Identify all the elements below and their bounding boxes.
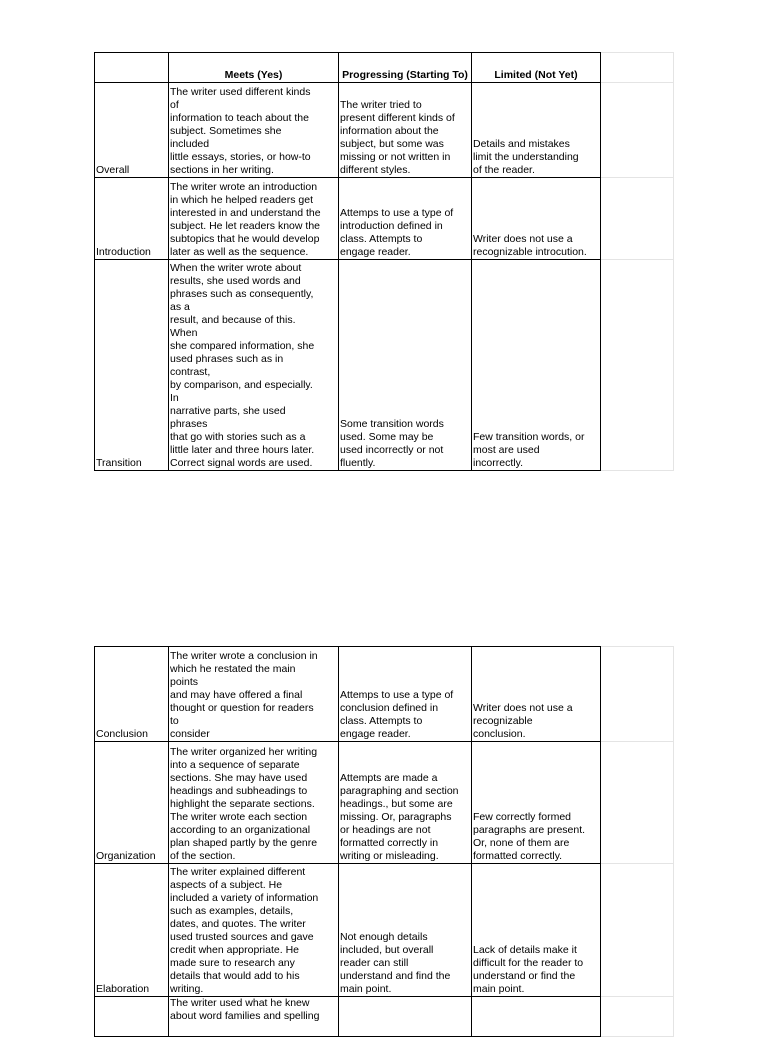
table-row xyxy=(95,742,674,864)
meets-cell: The writer wrote an introduction in which he helped readers get interested in and understand the subject. He let readers know the subtopics that he would develop later as well as the sequence. xyxy=(169,178,339,260)
table-row xyxy=(95,260,674,471)
meets-cell: The writer explained different aspects of a subject. He included a variety of information such as examples, details, dates, and quotes. The writer used trusted sources and gave credit when appropriate. He made sure to research any details that would add to his writing. xyxy=(169,864,339,997)
progressing-cell xyxy=(339,997,472,1037)
empty-column-cell xyxy=(601,997,674,1037)
criterion-cell xyxy=(95,997,169,1037)
table-row xyxy=(95,647,674,742)
empty-column-cell xyxy=(601,864,674,997)
limited-cell: Few transition words, or most are used incorrectly. xyxy=(472,260,601,471)
limited-cell: Details and mistakes limit the understanding of the reader. xyxy=(472,83,601,178)
meets-cell: The writer used different kinds of information to teach about the subject. Sometimes she included little essays, stories, or how-to sections in her writing. xyxy=(169,83,339,178)
criterion-cell: Overall xyxy=(95,83,169,178)
criterion-cell: Introduction xyxy=(95,178,169,260)
progressing-cell: Some transition words used. Some may be used incorrectly or not fluently. xyxy=(339,260,472,471)
criterion-cell: Conclusion xyxy=(95,647,169,742)
header-criterion xyxy=(95,53,169,83)
rubric-table-top xyxy=(94,52,674,471)
header-limited: Limited (Not Yet) xyxy=(472,53,601,83)
progressing-cell: The writer tried to present different kinds of information about the subject, but some was missing or not written in different styles. xyxy=(339,83,472,178)
table-row xyxy=(95,83,674,178)
header-progressing: Progressing (Starting To) xyxy=(339,53,472,83)
limited-cell: Lack of details make it difficult for the reader to understand or find the main point. xyxy=(472,864,601,997)
header-row xyxy=(95,53,674,83)
limited-cell xyxy=(472,997,601,1037)
limited-cell: Few correctly formed paragraphs are present. Or, none of them are formatted correctly. xyxy=(472,742,601,864)
criterion-cell: Transition xyxy=(95,260,169,471)
table-row xyxy=(95,864,674,997)
meets-cell: The writer wrote a conclusion in which he restated the main points and may have offered a final thought or question for readers to consider xyxy=(169,647,339,742)
empty-column-cell xyxy=(601,53,674,83)
meets-cell: The writer organized her writing into a sequence of separate sections. She may have used headings and subheadings to highlight the separate sections. The writer wrote each section according to an organizational plan shaped partly by the genre of the section. xyxy=(169,742,339,864)
header-meets: Meets (Yes) xyxy=(169,53,339,83)
empty-column-cell xyxy=(601,178,674,260)
progressing-cell: Not enough details included, but overall reader can still understand and find the main point. xyxy=(339,864,472,997)
criterion-cell: Elaboration xyxy=(95,864,169,997)
rubric-table-bottom xyxy=(94,646,674,1037)
meets-cell: When the writer wrote about results, she used words and phrases such as consequently, as a result, and because of this. When she compared information, she used phrases such as in contrast, by comparison, and especially. In narrative parts, she used phrases that go with stories such as a little later and three hours later. Correct signal words are used. xyxy=(169,260,339,471)
empty-column-cell xyxy=(601,742,674,864)
progressing-cell: Attemps to use a type of conclusion defined in class. Attempts to engage reader. xyxy=(339,647,472,742)
criterion-cell: Organization xyxy=(95,742,169,864)
empty-column-cell xyxy=(601,647,674,742)
empty-column-cell xyxy=(601,83,674,178)
limited-cell: Writer does not use a recognizable conclusion. xyxy=(472,647,601,742)
limited-cell: Writer does not use a recognizable introcution. xyxy=(472,178,601,260)
progressing-cell: Attemps to use a type of introduction defined in class. Attempts to engage reader. xyxy=(339,178,472,260)
meets-cell: The writer used what he knew about word families and spelling xyxy=(169,997,339,1037)
empty-column-cell xyxy=(601,260,674,471)
progressing-cell: Attempts are made a paragraphing and section headings., but some are missing. Or, paragraphs or headings are not formatted correctly in writing or misleading. xyxy=(339,742,472,864)
table-row xyxy=(95,997,674,1037)
table-row xyxy=(95,178,674,260)
